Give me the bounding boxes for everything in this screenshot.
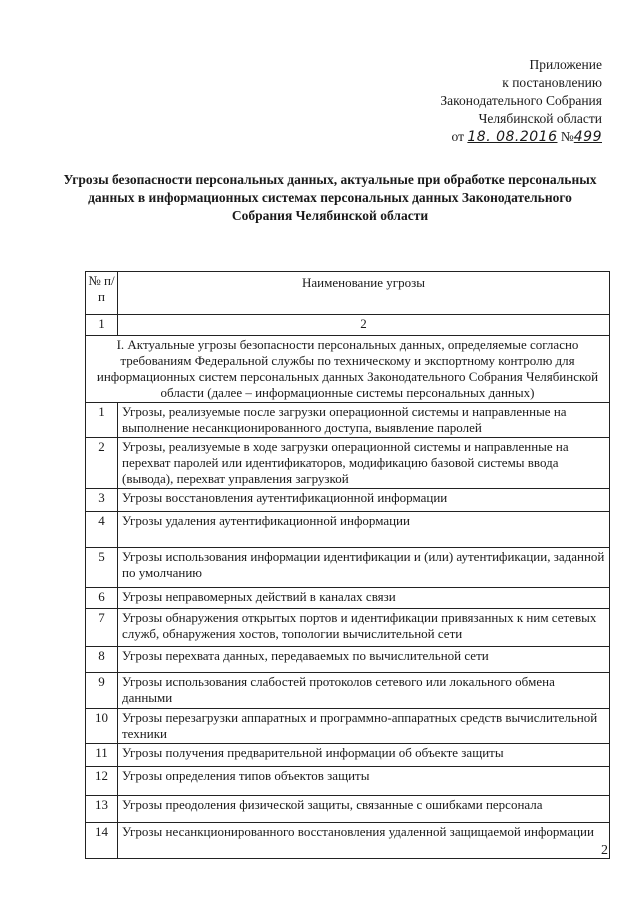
- row-text: Угрозы использования слабостей протоколов сетевого или локального обмена данными: [118, 673, 610, 709]
- table-row: [86, 796, 610, 823]
- number-prefix: №: [560, 129, 574, 144]
- row-number: 9: [86, 673, 118, 709]
- column-number: 1: [86, 315, 118, 336]
- row-number: 8: [86, 647, 118, 673]
- row-text: Угрозы перехвата данных, передаваемых по вычислительной сети: [118, 647, 610, 673]
- table-row: [86, 548, 610, 588]
- row-number: 4: [86, 512, 118, 548]
- appendix-line: Приложение: [529, 57, 602, 72]
- row-text: Угрозы неправомерных действий в каналах связи: [118, 588, 610, 609]
- table-row: [86, 489, 610, 512]
- header-name: Наименование угрозы: [118, 272, 610, 315]
- row-number: 12: [86, 767, 118, 796]
- table-row: [86, 709, 610, 744]
- row-text: Угрозы перезагрузки аппаратных и программно-аппаратных средств вычислительной техники: [118, 709, 610, 744]
- table-row: [86, 744, 610, 767]
- table-row: [86, 403, 610, 438]
- table-row: [86, 647, 610, 673]
- appendix-line: Законодательного Собрания: [440, 93, 602, 108]
- row-number: 5: [86, 548, 118, 588]
- document-title: Угрозы безопасности персональных данных, актуальные при обработке персональных данных в информационных системах персональных данных Законодательного Собрания Челябинской области: [63, 172, 597, 223]
- row-text: Угрозы использования информации идентификации и (или) аутентификации, заданной по умолчанию: [118, 548, 610, 588]
- row-number: 11: [86, 744, 118, 767]
- row-text: Угрозы несанкционированного восстановления удаленной защищаемой информации: [118, 823, 610, 859]
- row-text: Угрозы восстановления аутентификационной информации: [118, 489, 610, 512]
- table-row: [86, 673, 610, 709]
- section-title: I. Актуальные угрозы безопасности персональных данных, определяемые согласно требованиям Федеральной службы по техническому и экспортному контролю для информационных систем персональных данных Законодательного Собрания Челябинской области (далее – информационные системы персональных данных): [86, 336, 610, 403]
- row-text: Угрозы, реализуемые после загрузки операционной системы и направленные на выполнение несанкционированного доступа, выявление паролей: [118, 403, 610, 438]
- row-text: Угрозы, реализуемые в ходе загрузки операционной системы и направленные на перехват паролей или идентификаторов, модификацию базовой системы ввода (вывода), перехват управления загрузкой: [118, 438, 610, 489]
- row-number: 6: [86, 588, 118, 609]
- row-number: 7: [86, 609, 118, 647]
- header-num: № п/п: [86, 272, 118, 315]
- table-row: [86, 438, 610, 489]
- handwritten-number: 499: [573, 129, 602, 145]
- appendix-line: Челябинской области: [478, 111, 602, 126]
- handwritten-date: 18. 08.2016: [467, 129, 558, 145]
- section-row: [86, 336, 610, 403]
- row-number: 2: [86, 438, 118, 489]
- row-text: Угрозы преодоления физической защиты, связанные с ошибками персонала: [118, 796, 610, 823]
- table-header-row: [86, 272, 610, 315]
- row-text: Угрозы обнаружения открытых портов и идентификации привязанных к ним сетевых служб, обнаружения хостов, топологии вычислительной сети: [118, 609, 610, 647]
- row-text: Угрозы удаления аутентификационной информации: [118, 512, 610, 548]
- row-number: 10: [86, 709, 118, 744]
- appendix-date-line: [440, 128, 602, 146]
- appendix-block: [440, 56, 602, 146]
- table-row: [86, 588, 610, 609]
- column-number: 2: [118, 315, 610, 336]
- table-row: [86, 767, 610, 796]
- row-number: 3: [86, 489, 118, 512]
- row-number: 1: [86, 403, 118, 438]
- table-row: [86, 609, 610, 647]
- table-row: [86, 512, 610, 548]
- table-row: [86, 823, 610, 859]
- row-number: 14: [86, 823, 118, 859]
- page-number: 2: [601, 843, 608, 858]
- appendix-line: к постановлению: [502, 75, 602, 90]
- row-number: 13: [86, 796, 118, 823]
- threats-table: [85, 271, 610, 859]
- column-number-row: [86, 315, 610, 336]
- row-text: Угрозы получения предварительной информации об объекте защиты: [118, 744, 610, 767]
- row-text: Угрозы определения типов объектов защиты: [118, 767, 610, 796]
- date-prefix: от: [451, 129, 465, 144]
